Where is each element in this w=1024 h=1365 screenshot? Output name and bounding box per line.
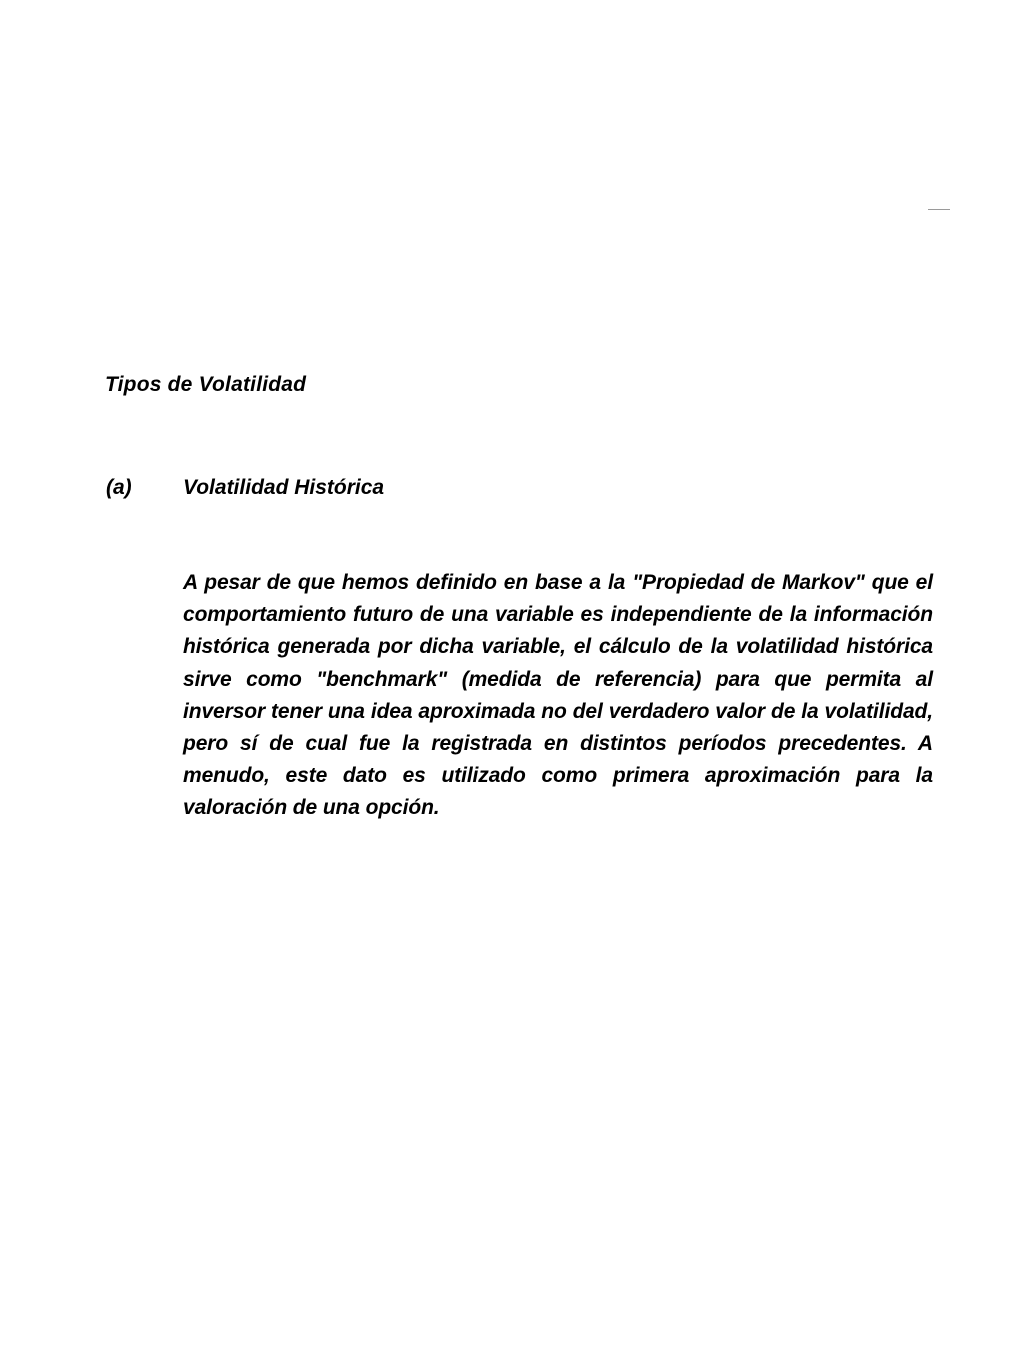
subsection-title: Volatilidad Histórica	[183, 476, 385, 499]
body-paragraph: A pesar de que hemos definido en base a la "Propiedad de Markov" que el comportamiento futuro de una variable es independiente de la información histórica generada por dicha variable, el cálculo de la volatilidad histórica sirve como "benchmark" (medida de referencia) para que permita al inversor tener una idea aproximada no del verdadero valor de la volatilidad, pero sí de cual fue la registrada en distintos períodos precedentes. A menudo, este dato es utilizado como primera aproximación para la valoración de una opción.	[183, 571, 933, 820]
scan-mark	[928, 209, 950, 210]
section-title: Tipos de Volatilidad	[105, 373, 307, 396]
subsection-heading	[106, 476, 986, 506]
subsection-marker: (a)	[106, 476, 132, 499]
